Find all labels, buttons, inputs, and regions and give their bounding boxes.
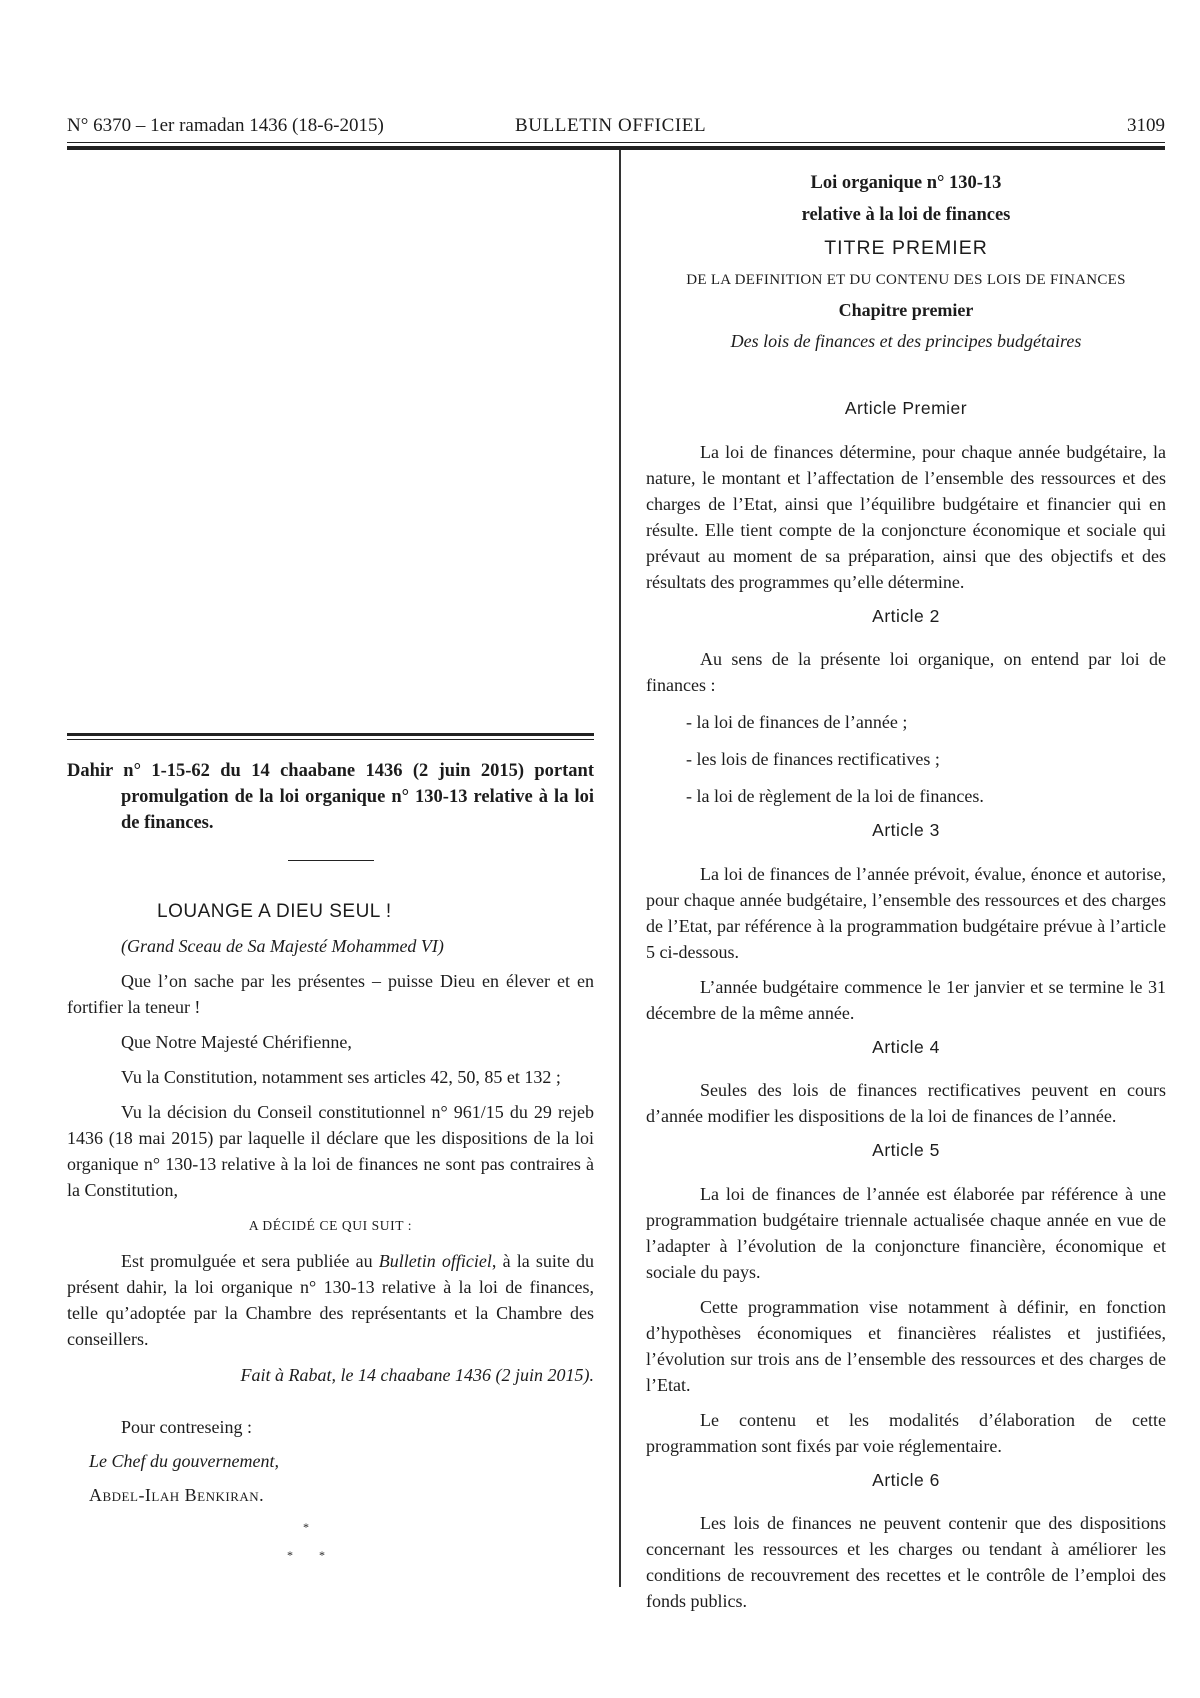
preamble-paragraph: Vu la Constitution, notamment ses articles 42, 50, 85 et 132 ; xyxy=(121,1067,561,1087)
article-paragraph: L’année budgétaire commence le 1er janvier et se termine le 31 décembre de la même année. xyxy=(646,976,1166,1023)
louange-heading: LOUANGE A DIEU SEUL ! xyxy=(157,901,392,922)
loi-title: Loi organique n° 130-13 xyxy=(810,173,1002,193)
page-number: 3109 xyxy=(1127,115,1165,136)
article-heading: Article 6 xyxy=(872,1469,940,1490)
chapitre-heading: Chapitre premier xyxy=(838,300,974,320)
list-item: - la loi de finances de l’année ; xyxy=(686,712,908,732)
publication-title: BULLETIN OFFICIEL xyxy=(515,115,707,136)
page-header xyxy=(67,112,1165,140)
dahir-title: Dahir n° 1-15-62 du 14 chaabane 1436 (2 juin 2015) portant promulgation de la loi organique n° 130-13 relative à la loi de finances. xyxy=(67,761,594,833)
article-paragraph: Cette programmation vise notamment à définir, en fonction d’hypothèses économiques et financières réalistes et justifiées, l’évolution sur trois ans de l’ensemble des ressources et des charges de l’Etat. xyxy=(646,1296,1166,1395)
list-item: - la loi de règlement de la loi de finances. xyxy=(686,786,984,806)
end-asterisks xyxy=(67,1514,594,1574)
preamble-paragraph: Que l’on sache par les présentes – puisse Dieu en élever et en fortifier la teneur ! xyxy=(67,971,594,1017)
preamble-paragraph: Vu la décision du Conseil constitutionnel n° 961/15 du 29 rejeb 1436 (18 mai 2015) par laquelle il déclare que les dispositions de la loi organique n° 130-13 relative à la loi de finances ne sont pas contraires à la Constitution, xyxy=(67,1102,594,1200)
asterisk: * xyxy=(319,1548,325,1562)
section-rule-thin xyxy=(67,739,594,740)
chapitre-subheading: Des lois de finances et des principes budgétaires xyxy=(730,331,1082,351)
column-divider xyxy=(619,150,621,1587)
article-paragraph: Au sens de la présente loi organique, on entend par loi de finances : xyxy=(646,649,1166,695)
chef-gouvernement: Le Chef du gouvernement, xyxy=(89,1451,279,1471)
signatory-name: Abdel-Ilah Benkiran. xyxy=(89,1485,265,1505)
article-paragraph: La loi de finances détermine, pour chaque année budgétaire, la nature, le montant et l’affectation de l’ensemble des ressources et des charges de l’Etat, ainsi que l’équilibre budgétaire et financier qui en résulte. Elle tient compte de la conjoncture économique et sociale qui prévaut au moment de sa préparation, ainsi que des objectifs et des résultats des programmes qu’elle détermine. xyxy=(646,441,1166,592)
article-heading: Article Premier xyxy=(844,398,968,418)
promulgation-paragraph xyxy=(67,1248,594,1352)
article-heading: Article 3 xyxy=(872,820,940,840)
promulgation-text-a: Est promulguée et sera publiée au xyxy=(121,1251,379,1271)
section-rule-thick xyxy=(67,733,594,736)
issue-reference: N° 6370 – 1er ramadan 1436 (18-6-2015) xyxy=(67,115,384,136)
article-heading: Article 4 xyxy=(872,1036,940,1057)
titre-heading: TITRE PREMIER xyxy=(824,237,988,259)
loi-subtitle: relative à la loi de finances xyxy=(801,205,1011,225)
left-column xyxy=(67,733,594,1574)
right-column xyxy=(646,170,1166,1614)
asterisk: * xyxy=(287,1548,293,1562)
promulgation-text-b: , à la suite du présent dahir, la loi organique n° 130-13 relative à la loi de finances, telle qu’adoptée par la Chambre des représentants et la Chambre des conseillers. xyxy=(67,1251,594,1349)
preamble-paragraph: Que Notre Majesté Chérifienne, xyxy=(121,1032,352,1052)
article-paragraph: Le contenu et les modalités d’élaboration de cette programmation sont fixés par voie réglementaire. xyxy=(646,1409,1166,1456)
article-paragraph: Les lois de finances ne peuvent contenir que des dispositions concernant les ressources et les charges ou tendant à améliorer les conditions de recouvrement des recettes et le contrôle de l’emploi des fonds publics. xyxy=(646,1513,1166,1611)
contreseing-label: Pour contreseing : xyxy=(121,1417,252,1437)
header-rule-thick xyxy=(67,146,1165,150)
asterisk: * xyxy=(303,1520,309,1534)
fait-a-rabat: Fait à Rabat, le 14 chaabane 1436 (2 juin 2015). xyxy=(240,1365,594,1385)
article-heading: Article 5 xyxy=(872,1140,940,1160)
article-paragraph: La loi de finances de l’année prévoit, évalue, énonce et autorise, pour chaque année budgétaire, l’ensemble des ressources et des charges de l’Etat, par référence à la programmation budgétaire prévue à l’article 5 ci-dessous. xyxy=(646,863,1166,962)
article-heading: Article 2 xyxy=(872,605,940,626)
article-paragraph: La loi de finances de l’année est élaborée par référence à une programmation budgétaire triennale actualisée chaque année en vue de l’adapter à l’évolution de la conjoncture financière, économique et sociale du pays. xyxy=(646,1183,1166,1282)
grand-sceau: (Grand Sceau de Sa Majesté Mohammed VI) xyxy=(121,936,444,956)
header-rule-thin xyxy=(67,142,1165,143)
decide-heading: A DÉCIDÉ CE QUI SUIT : xyxy=(248,1218,413,1233)
list-item: - les lois de finances rectificatives ; xyxy=(686,749,940,769)
bulletin-reference: Bulletin officiel xyxy=(378,1251,492,1271)
titre-subheading: DE LA DEFINITION ET DU CONTENU DES LOIS DE FINANCES xyxy=(686,272,1126,288)
article-paragraph: Seules des lois de finances rectificatives peuvent en cours d’année modifier les dispositions de la loi de finances de l’année. xyxy=(646,1080,1166,1126)
short-divider xyxy=(288,860,374,861)
